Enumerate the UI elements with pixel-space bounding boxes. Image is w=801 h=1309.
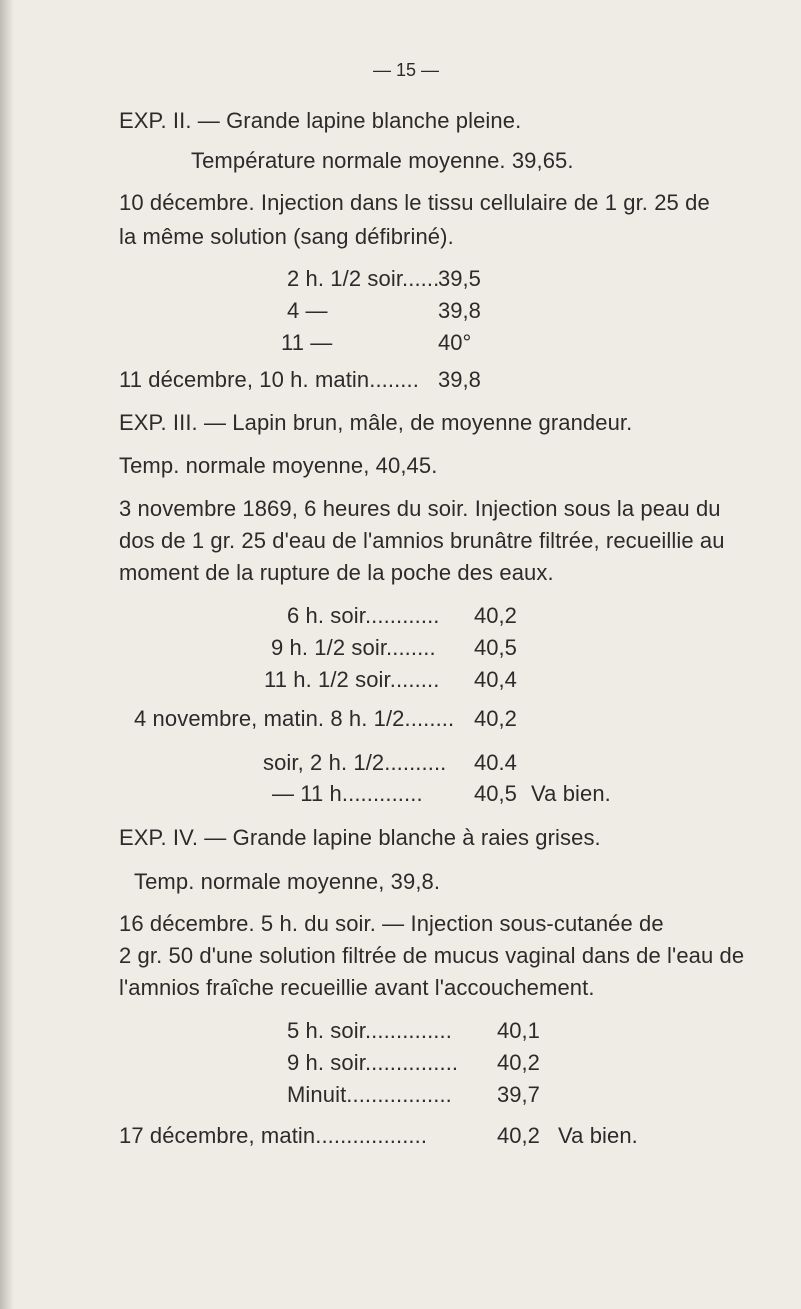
exp3-reading-value: 40,2: [474, 603, 517, 628]
exp2-reading-value: 39,8: [438, 298, 481, 323]
exp3-heading: EXP. III. — Lapin brun, mâle, de moyenne grandeur.: [119, 410, 633, 435]
exp2-reading-value: 40°: [438, 330, 472, 355]
exp3-reading-time: 9 h. 1/2 soir........: [271, 635, 436, 660]
exp2-injection-line1: 10 décembre. Injection dans le tissu cellulaire de 1 gr. 25 de: [119, 190, 710, 215]
exp4-next-day-time: 17 décembre, matin..................: [119, 1123, 428, 1148]
exp3-reading-value: 40,4: [474, 667, 517, 692]
exp3-later-time: — 11 h.............: [272, 781, 423, 806]
exp4-heading: EXP. IV. — Grande lapine blanche à raies grises.: [119, 825, 601, 850]
exp4-reading-time: 9 h. soir...............: [287, 1050, 459, 1075]
exp4-reading-value: 40,2: [497, 1050, 540, 1075]
exp3-injection-line2: dos de 1 gr. 25 d'eau de l'amnios brunâtre filtrée, recueillie au: [119, 528, 725, 553]
exp2-reading-time: 11 —: [281, 330, 333, 355]
exp3-next-day-value: 40,2: [474, 706, 517, 731]
exp4-normal-temp: Temp. normale moyenne, 39,8.: [134, 869, 441, 894]
exp3-injection-line3: moment de la rupture de la poche des eaux.: [119, 560, 554, 585]
exp3-injection-line1: 3 novembre 1869, 6 heures du soir. Injection sous la peau du: [119, 496, 721, 521]
exp2-reading-time: 2 h. 1/2 soir......: [287, 266, 440, 291]
exp3-reading-time: 11 h. 1/2 soir........: [264, 667, 440, 692]
exp4-injection-line3: l'amnios fraîche recueillie avant l'accouchement.: [119, 975, 595, 1000]
exp3-later-note: Va bien.: [531, 781, 611, 806]
exp4-next-day-value: 40,2: [497, 1123, 540, 1148]
exp2-next-day-time: 11 décembre, 10 h. matin........: [119, 367, 419, 392]
page-number: — 15 —: [373, 60, 440, 80]
exp2-reading-value: 39,5: [438, 266, 481, 291]
exp4-injection-line2: 2 gr. 50 d'une solution filtrée de mucus vaginal dans de l'eau de: [119, 943, 745, 968]
exp3-reading-time: 6 h. soir............: [287, 603, 440, 628]
exp4-reading-time: Minuit.................: [287, 1082, 452, 1107]
exp4-reading-value: 39,7: [497, 1082, 540, 1107]
exp3-later-value: 40.4: [474, 750, 517, 775]
exp4-reading-time: 5 h. soir..............: [287, 1018, 452, 1043]
exp2-normal-temp: Température normale moyenne. 39,65.: [191, 148, 574, 173]
exp4-next-day-note: Va bien.: [558, 1123, 638, 1148]
exp3-later-time: soir, 2 h. 1/2..........: [263, 750, 447, 775]
exp3-reading-value: 40,5: [474, 635, 517, 660]
page-left-edge-shadow: [0, 0, 14, 1309]
exp2-reading-time: 4 —: [287, 298, 328, 323]
exp4-injection-line1: 16 décembre. 5 h. du soir. — Injection sous-cutanée de: [119, 911, 664, 936]
exp2-injection-line2: la même solution (sang défibriné).: [119, 224, 454, 249]
exp3-next-day-time: 4 novembre, matin. 8 h. 1/2........: [134, 706, 455, 731]
exp2-heading: EXP. II. — Grande lapine blanche pleine.: [119, 108, 522, 133]
exp3-later-value: 40,5: [474, 781, 517, 806]
exp2-next-day-value: 39,8: [438, 367, 481, 392]
exp4-reading-value: 40,1: [497, 1018, 540, 1043]
exp3-normal-temp: Temp. normale moyenne, 40,45.: [119, 453, 438, 478]
